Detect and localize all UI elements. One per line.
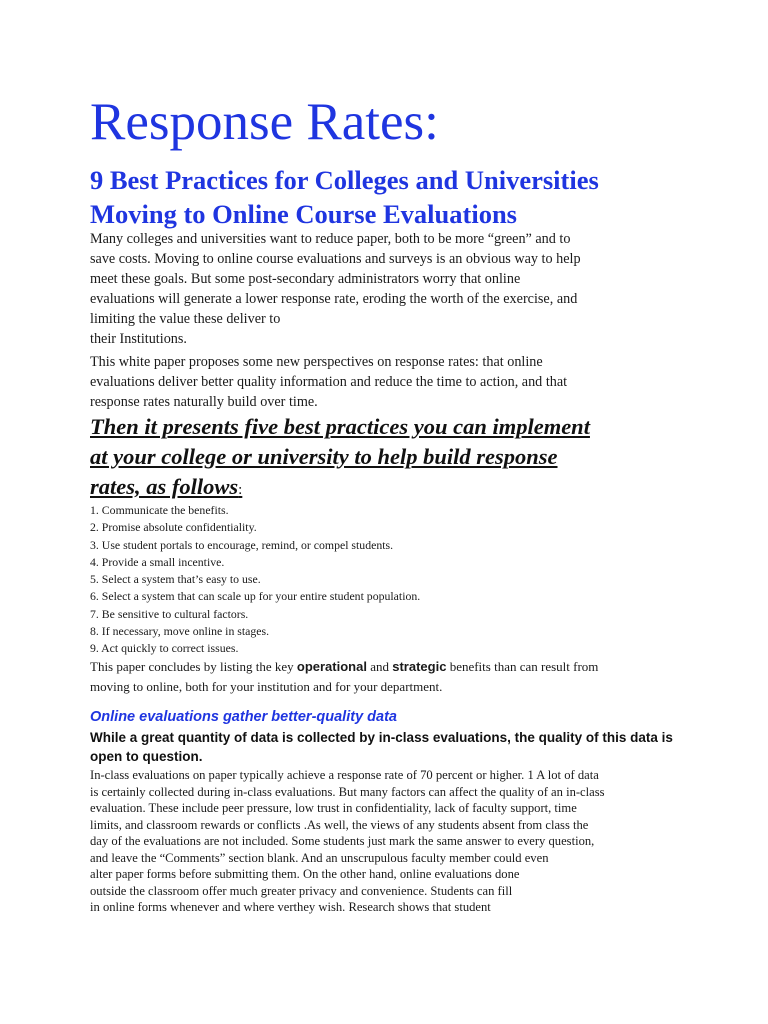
intro-line: save costs. Moving to online course evaluations and surveys is an obvious way to help	[90, 251, 581, 267]
list-item: 3. Use student portals to encourage, remind, or compel students.	[90, 537, 394, 552]
conclusion-paragraph	[90, 657, 598, 697]
section-lead	[90, 729, 673, 766]
proposal-line: response rates naturally build over time.	[90, 394, 318, 410]
conclusion-text: This paper concludes by listing the key	[90, 659, 297, 674]
list-item: 4. Provide a small incentive.	[90, 554, 225, 569]
body-line: evaluation. These include peer pressure, low trust in confidentiality, lack of faculty support, time	[90, 801, 577, 815]
document-title: Response Rates:	[90, 93, 439, 151]
conclusion-operational: operational	[296, 659, 367, 674]
body-line: is certainly collected during in-class evaluations. But many factors can affect the quality of an in-class	[90, 784, 605, 799]
emphasis-colon: :	[238, 482, 243, 498]
list-item: 7. Be sensitive to cultural factors.	[90, 606, 249, 621]
section-heading: Online evaluations gather better-quality data	[90, 709, 397, 725]
emphasis-line	[90, 472, 590, 505]
section-body	[90, 767, 605, 916]
list-item: 8. If necessary, move online in stages.	[90, 624, 270, 639]
list-item: 6. Select a system that can scale up for your entire student population.	[90, 589, 421, 604]
conclusion-strategic: strategic	[392, 659, 447, 674]
emphasis-text: rates, as follows	[90, 474, 239, 499]
conclusion-line	[90, 657, 598, 677]
proposal-paragraph	[90, 352, 567, 412]
body-line: and leave the “Comments” section blank. And an unscrupulous faculty member could even	[90, 850, 549, 865]
body-line: limits, and classroom rewards or conflicts .As well, the views of any students absent from class the	[90, 817, 589, 832]
intro-paragraph	[90, 229, 581, 349]
conclusion-line: moving to online, both for your institution and for your department.	[90, 679, 443, 694]
emphasis-line: at your college or university to help build response	[90, 444, 558, 469]
list-item: 9. Act quickly to correct issues.	[90, 641, 239, 656]
list-item: 5. Select a system that’s easy to use.	[90, 572, 261, 587]
conclusion-text: and	[366, 659, 393, 674]
emphasis-line: Then it presents five best practices you can implement	[90, 414, 590, 439]
intro-line: Many colleges and universities want to reduce paper, both to be more “green” and to	[90, 231, 571, 247]
body-line: In-class evaluations on paper typically achieve a response rate of 70 percent or higher. 1 A lot of data	[90, 768, 599, 782]
lead-line: open to question.	[90, 748, 203, 764]
body-line: in online forms whenever and where verthey wish. Research shows that student	[90, 900, 491, 914]
intro-line: evaluations will generate a lower response rate, eroding the worth of the exercise, and	[90, 291, 578, 307]
body-line: alter paper forms before submitting them. On the other hand, online evaluations done	[90, 867, 520, 881]
best-practices-list	[90, 502, 420, 658]
document-subtitle	[90, 163, 599, 231]
intro-line: their Institutions.	[90, 331, 187, 347]
best-practices-intro	[90, 412, 590, 505]
list-item: 1. Communicate the benefits.	[90, 503, 229, 517]
subtitle-line: 9 Best Practices for Colleges and Universities	[90, 165, 599, 195]
proposal-line: evaluations deliver better quality information and reduce the time to action, and that	[90, 374, 568, 390]
conclusion-text: benefits than can result from	[446, 659, 599, 674]
proposal-line: This white paper proposes some new perspectives on response rates: that online	[90, 354, 543, 370]
body-line: day of the evaluations are not included. Some students just mark the same answer to every question,	[90, 834, 595, 848]
lead-line: While a great quantity of data is collected by in-class evaluations, the quality of this data is	[90, 730, 673, 745]
intro-line: limiting the value these deliver to	[90, 311, 281, 327]
subtitle-line: Moving to Online Course Evaluations	[90, 199, 517, 229]
body-line: outside the classroom offer much greater privacy and convenience. Students can fill	[90, 883, 513, 898]
intro-line: meet these goals. But some post-secondary administrators worry that online	[90, 271, 521, 287]
list-item: 2. Promise absolute confidentiality.	[90, 520, 257, 535]
